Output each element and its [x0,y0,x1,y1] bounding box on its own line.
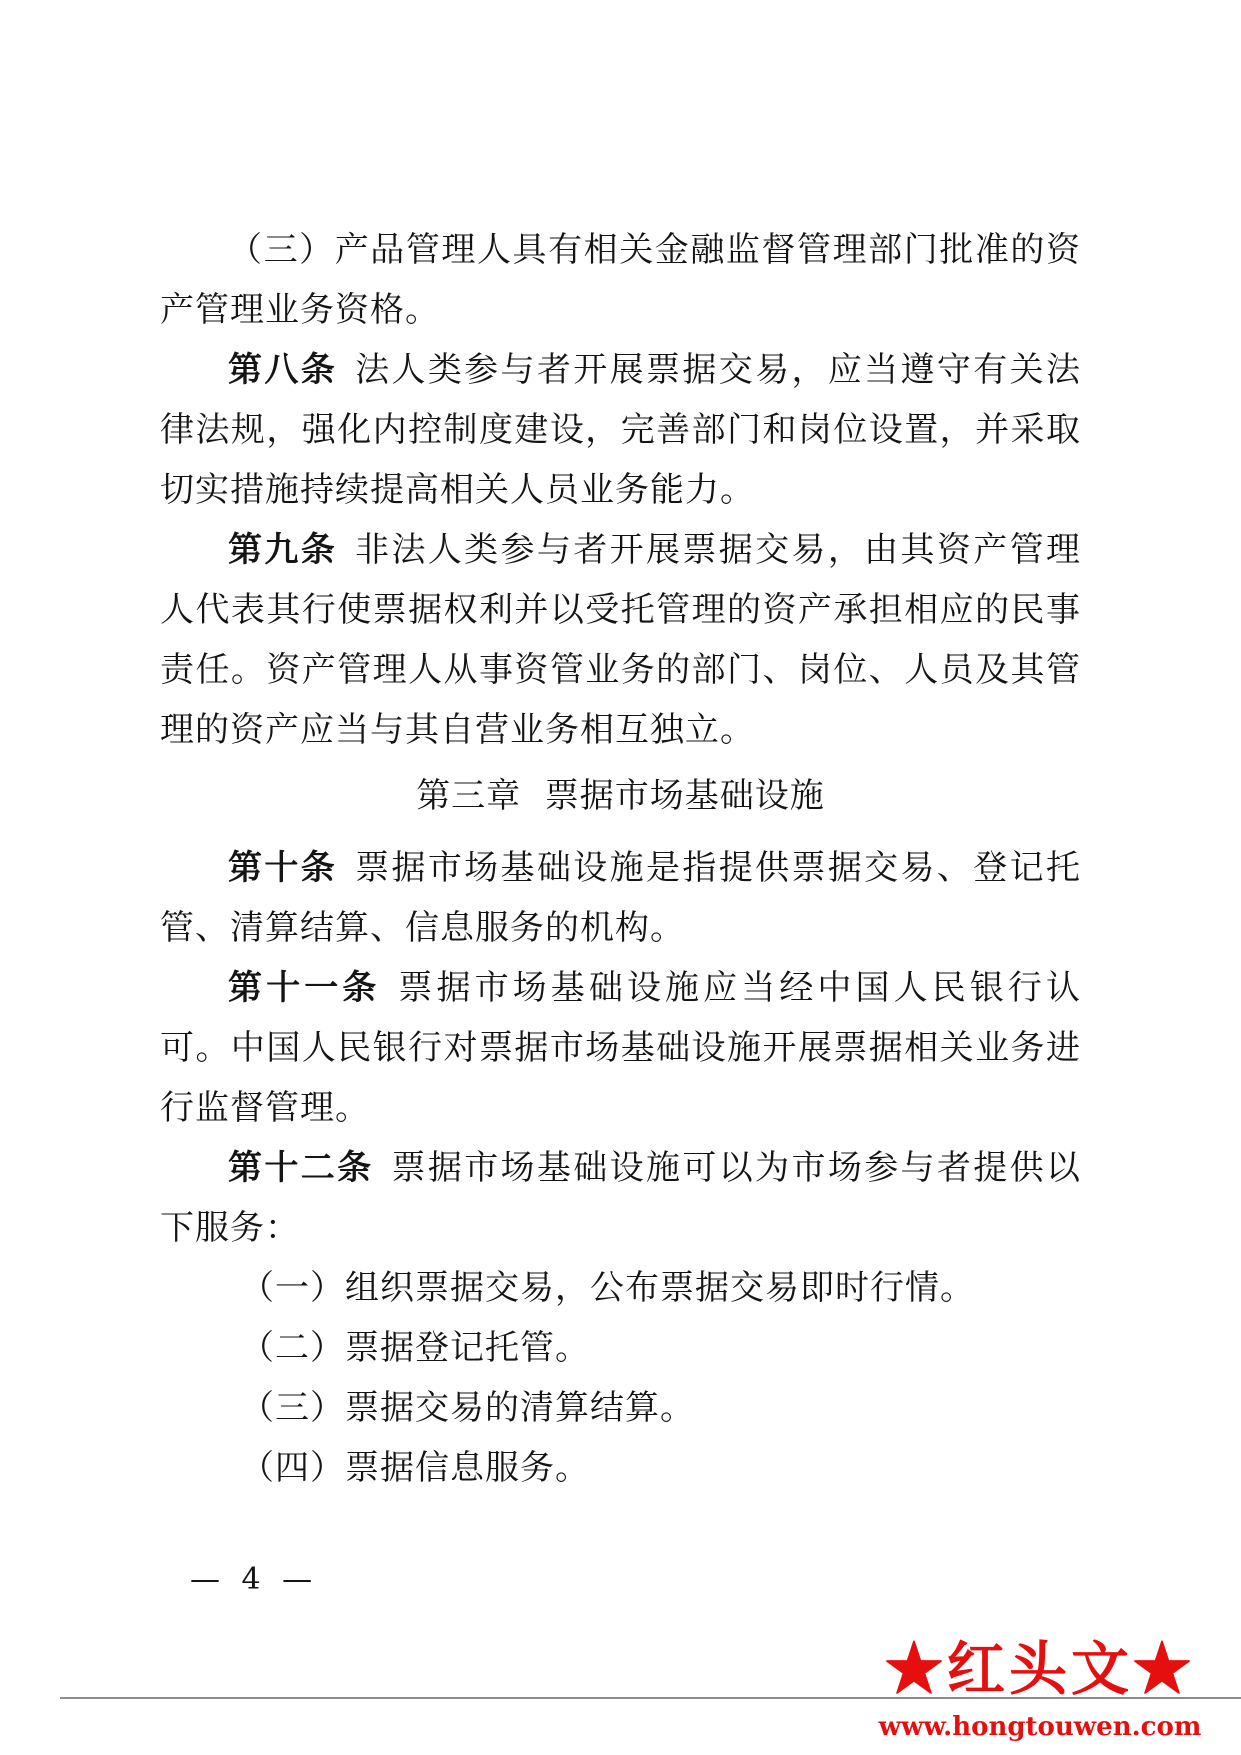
article-10 [160,838,1081,958]
list-item: （三）票据交易的清算结算。 [240,1388,695,1428]
article-text: 票据市场基础设施可以为市场参与者提供以下服务： [160,1148,1082,1248]
list-item: （二）票据登记托管。 [240,1328,590,1368]
article-text: 法人类参与者开展票据交易，应当遵守有关法律法规，强化内控制度建设，完善部门和岗位设置，并采取切实措施持续提高相关人员业务能力。 [160,350,1082,510]
paragraph-item-3: （三）产品管理人具有相关金融监督管理部门批准的资产管理业务资格。 [160,230,1081,330]
watermark-logo [850,1632,1230,1752]
article-number: 第十二条 [228,1148,374,1188]
list-item: （一）组织票据交易，公布票据交易即时行情。 [240,1268,975,1308]
article-11 [160,958,1081,1138]
page-number: — 4 — [190,1562,319,1597]
article-text: 票据市场基础设施是指提供票据交易、登记托管、清算结算、信息服务的机构。 [160,848,1082,948]
article-number: 第九条 [228,530,338,570]
chapter-heading: 第三章 票据市场基础设施 [416,776,825,816]
article-number: 第八条 [228,350,338,390]
list-item: （四）票据信息服务。 [240,1448,590,1488]
article-text: 非法人类参与者开展票据交易，由其资产管理人代表其行使票据权利并以受托管理的资产承担相应的民事责任。资产管理人从事资管业务的部门、岗位、人员及其管理的资产应当与其自营业务相互独立。 [160,530,1082,750]
watermark-title: ★红头文★ [884,1635,1195,1703]
document-body [160,220,1081,1498]
article-number: 第十一条 [228,968,381,1008]
article-number: 第十条 [228,848,338,888]
article-12 [160,1138,1081,1258]
watermark-url: www.hongtouwen.com [878,1712,1202,1742]
article-text: 票据市场基础设施应当经中国人民银行认可。中国人民银行对票据市场基础设施开展票据相关业务进行监督管理。 [160,968,1082,1128]
article-9 [160,520,1081,760]
article-8 [160,340,1081,520]
